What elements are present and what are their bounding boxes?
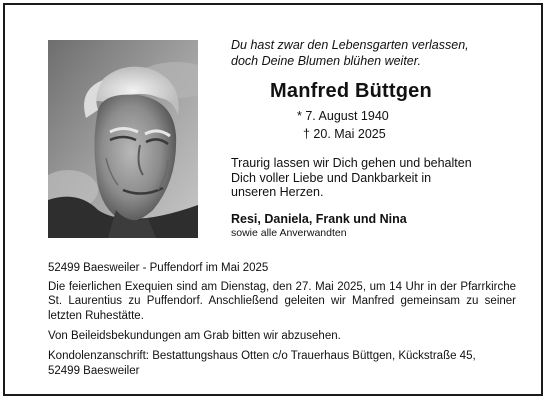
condolence-address: [48, 349, 518, 378]
condolence-note: Von Beileidsbekundungen am Grab bitten wir abzusehen.: [48, 330, 341, 342]
family-names: Resi, Daniela, Frank und Nina: [231, 212, 407, 226]
address-line: Kondolenzanschrift: Bestattungshaus Otten c/o Trauerhaus Büttgen, Kückstraße 45,: [48, 350, 476, 362]
death-date: † 20. Mai 2025: [303, 127, 386, 141]
mourning-text: [231, 156, 521, 200]
quote-line: Du hast zwar den Lebensgarten verlassen,: [231, 38, 469, 52]
mourning-line: unseren Herzen.: [231, 185, 324, 200]
quote-line: doch Deine Blumen blühen weiter.: [231, 53, 421, 68]
service-line: letzten Ruhestätte.: [48, 309, 144, 322]
portrait-photo: [48, 40, 198, 238]
service-line: St. Laurentius zu Puffendorf. Anschließend geleiten wir Manfred gemeinsam zu seiner: [48, 295, 516, 308]
mourning-line: Dich voller Liebe und Dankbarkeit in: [231, 170, 432, 185]
memorial-quote: [231, 38, 521, 69]
address-line: 52499 Baesweiler: [48, 364, 140, 377]
relatives-line: sowie alle Anverwandten: [231, 227, 347, 239]
deceased-name: Manfred Büttgen: [270, 80, 432, 102]
service-line: Die feierlichen Exequien sind am Dienstag, den 27. Mai 2025, um 14 Uhr in der Pfarrkirche: [48, 281, 516, 293]
birth-date: * 7. August 1940: [297, 109, 389, 123]
place-date: 52499 Baesweiler - Puffendorf im Mai 2025: [48, 262, 269, 274]
mourning-line: Traurig lassen wir Dich gehen und behalten: [231, 156, 472, 170]
funeral-service-info: [48, 280, 516, 323]
